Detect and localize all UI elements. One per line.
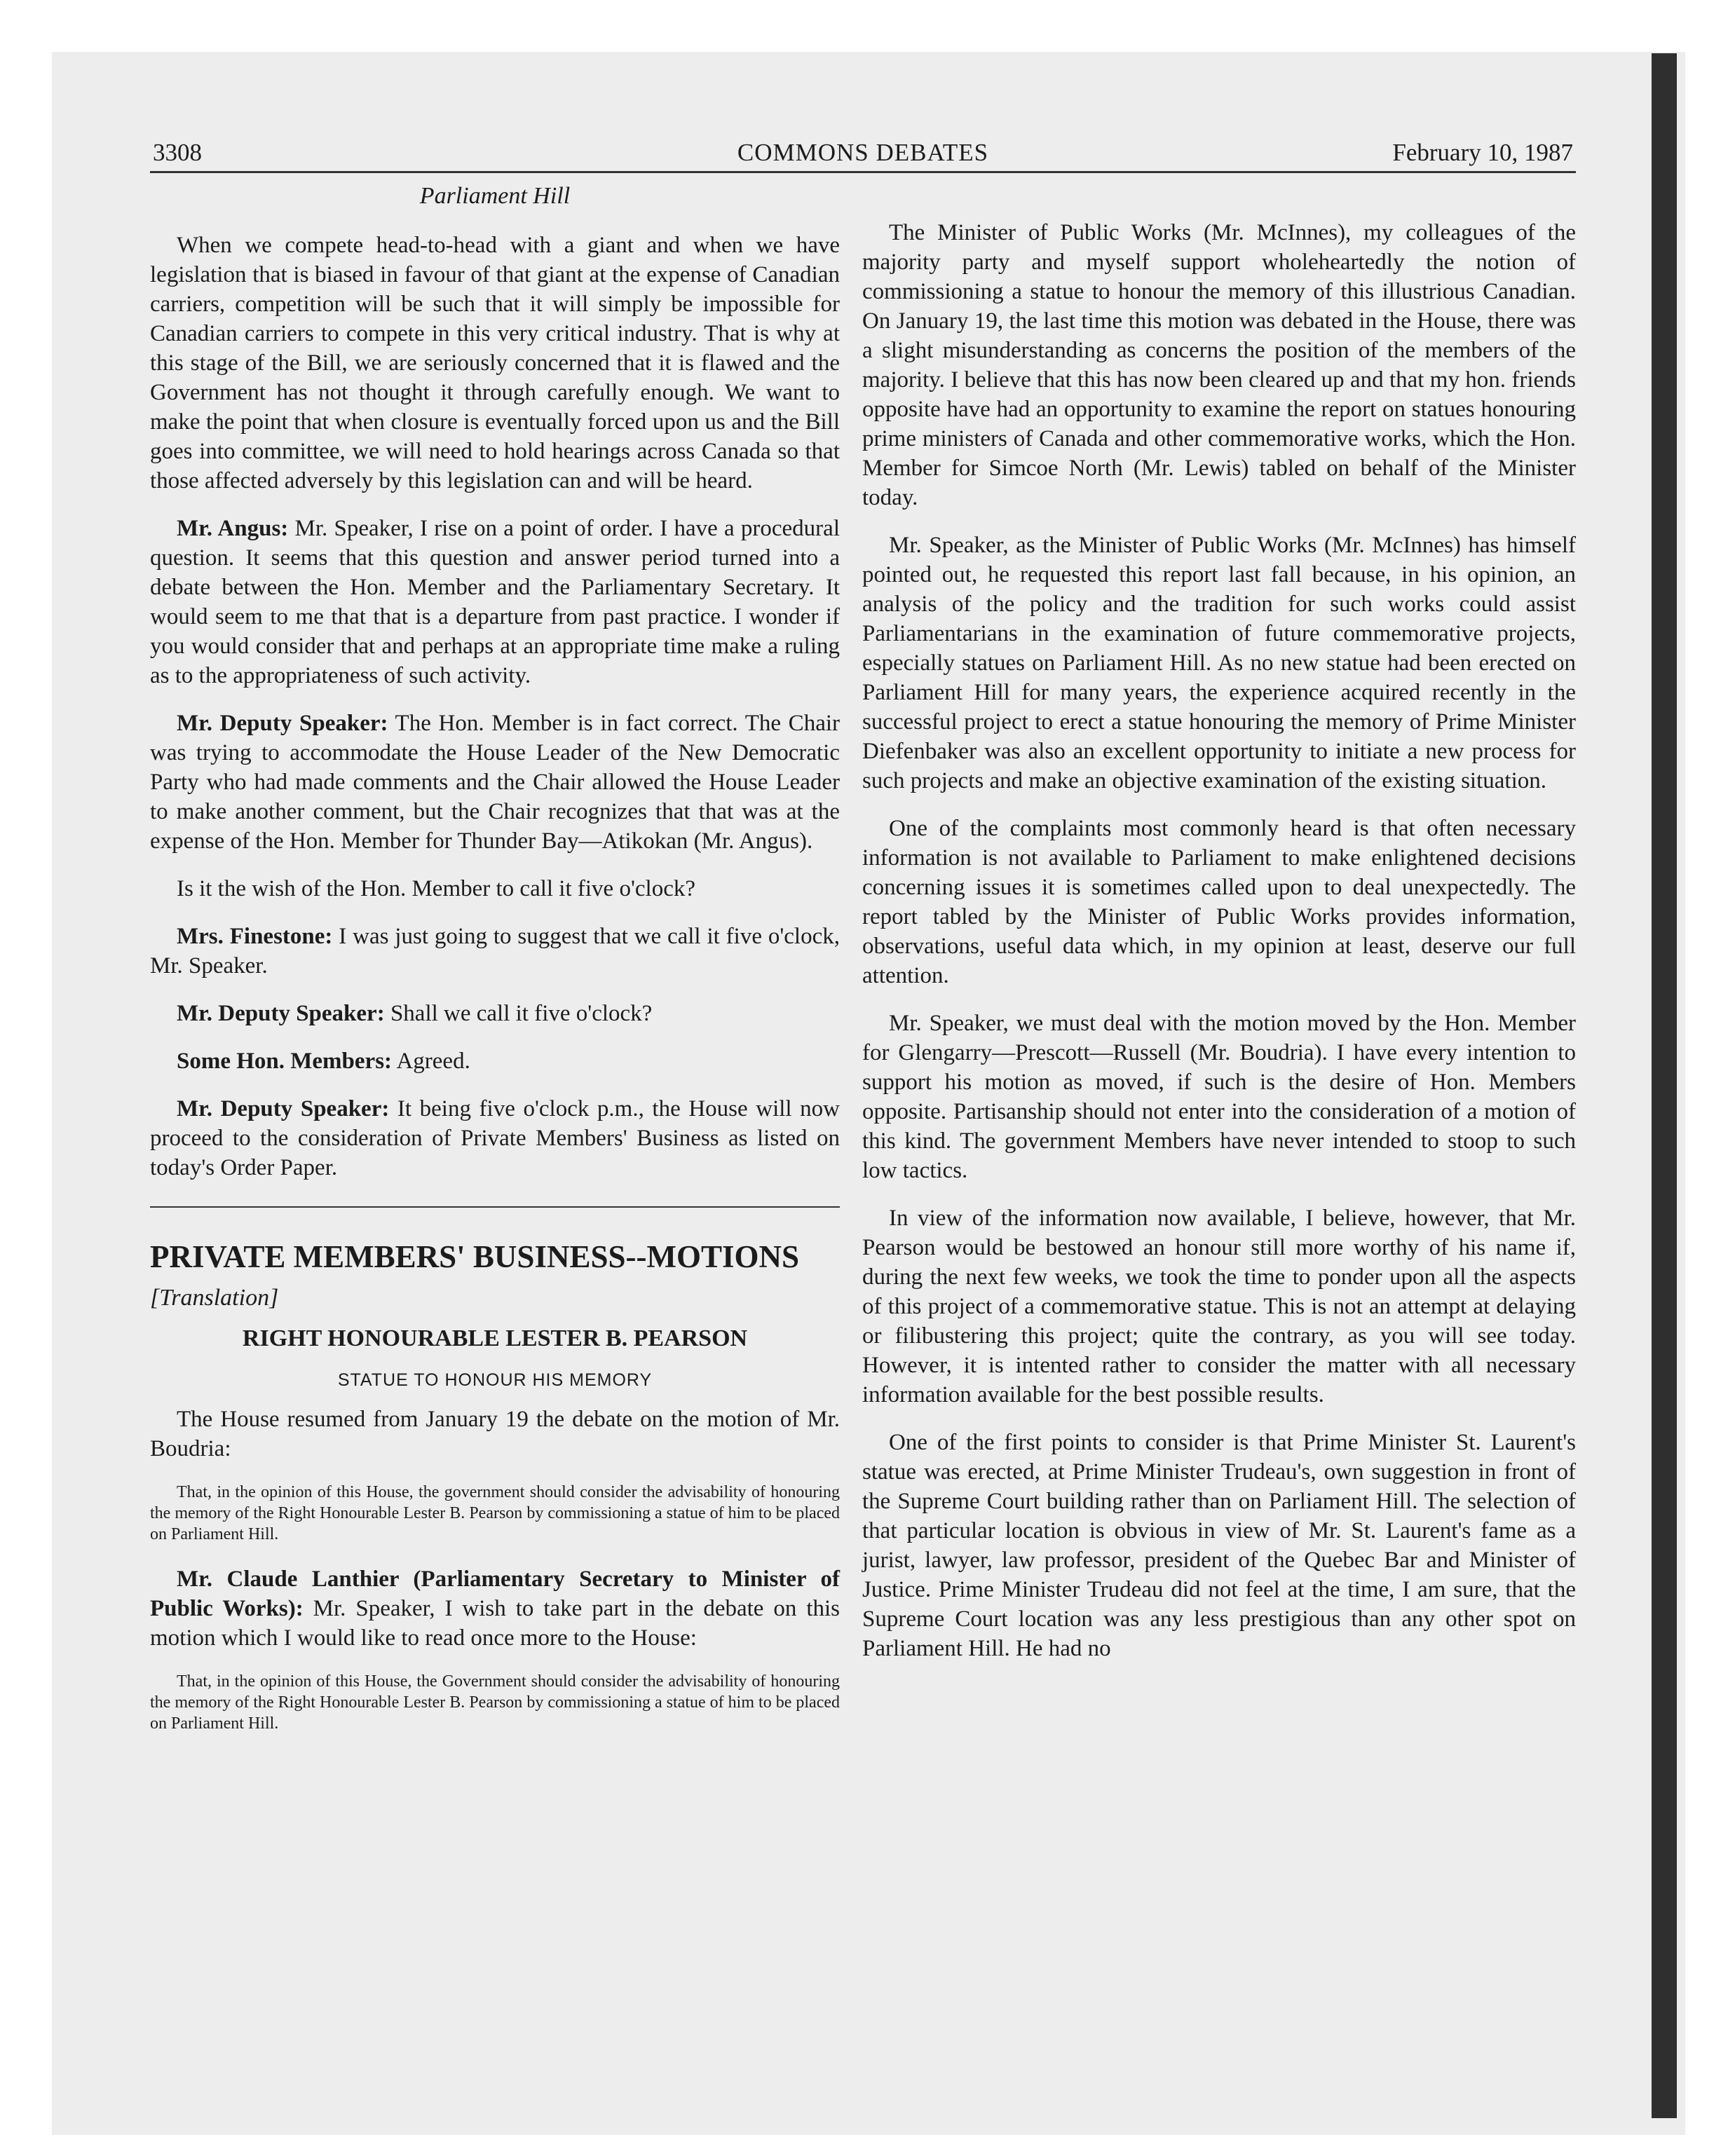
speech-paragraph — [150, 1564, 840, 1653]
paragraph: When we compete head-to-head with a giant and when we have legislation that is biased in favour of that giant at the expense of Canadian carriers, competition will be such that it will simply be impossible for Canadian carriers to compete in this very critical industry. That is why at this stage of the Bill, we are seriously concerned that it is flawed and the Government has not thought it through carefully enough. We want to make the point that when closure is eventually forced upon us and the Bill goes into committee, we will need to hold hearings across Canada so that those affected adversely by this legislation can and will be heard. — [150, 233, 840, 493]
left-column — [150, 173, 840, 1754]
paragraph: In view of the information now available, I believe, however, that Mr. Pearson would be bestowed an honour still more worthy of his name if, during the next few weeks, we took the time to ponder upon all the aspects of this project of a commemorative statue. This is not an attempt at delaying or filibustering this project; quite the contrary, as you will see today. However, it is intented rather to consider the matter with all necessary information available for the best possible results. — [862, 1206, 1576, 1407]
speaker-name: Some Hon. Members: — [177, 1049, 393, 1074]
speech-paragraph — [150, 1094, 840, 1182]
running-header — [150, 135, 1576, 173]
speech-text: I was just going to suggest that we call it five o'clock, Mr. Speaker. — [150, 924, 840, 978]
speech-paragraph — [150, 709, 840, 856]
speech-text: The Hon. Member is in fact correct. The Chair was trying to accommodate the House Leader of the New Democratic Party who had made comments and the Chair allowed the House Leader to make another comment, but the Chair recognizes that that was at the expense of the Hon. Member for Thunder Bay—Atikokan (Mr. Angus). — [150, 711, 840, 854]
paragraph: The Minister of Public Works (Mr. McInnes), my colleagues of the majority party and myself support wholeheartedly the notion of commissioning a statue to honour the memory of this illustrious Canadian. On January 19, the last time this motion was debated in the House, there was a slight misunderstanding as concerns the position of the members of the majority. I believe that this has now been cleared up and that my hon. friends opposite have had an opportunity to examine the report on statues honouring prime ministers of Canada and other commemorative works, which the Hon. Member for Simcoe North (Mr. Lewis) tabled on behalf of the Minister today. — [862, 220, 1576, 510]
paragraph: The House resumed from January 19 the debate on the motion of Mr. Boudria: — [150, 1407, 840, 1461]
paragraph: Mr. Speaker, as the Minister of Public Works (Mr. McInnes) has himself pointed out, he requested this report last fall because, in his opinion, an analysis of the policy and the tradition for such works could assist Parliamentarians in the examination of future commemorative projects, especially statues on Parliament Hill. As no new statue had been erected on Parliament Hill for many years, the experience acquired recently in the successful project to erect a statue honouring the memory of Prime Minister Diefenbaker was also an excellent opportunity to initiate a new process for such projects and make an objective examination of the existing situation. — [862, 533, 1576, 793]
paragraph: One of the complaints most commonly heard is that often necessary information is not available to Parliament to make enlightened decisions concerning issues it is sometimes called upon to deal unexpectedly. The report tabled by the Minister of Public Works provides information, observations, useful data which, in my opinion at least, deserve our full attention. — [862, 816, 1576, 988]
speech-text: It being five o'clock p.m., the House will now proceed to the consideration of Private Members' Business as listed on today's Order Paper. — [150, 1096, 840, 1180]
speaker-name: Mr. Deputy Speaker: — [177, 1001, 385, 1026]
speaker-name: Mr. Deputy Speaker: — [177, 1096, 390, 1121]
paragraph: One of the first points to consider is that Prime Minister St. Laurent's statue was erected, at Prime Minister Trudeau's, own suggestion in front of the Supreme Court building rather than on Parliament Hill. The selection of that particular location is obvious in view of Mr. St. Laurent's fame as a jurist, lawyer, law professor, president of the Quebec Bar and Minister of Justice. Prime Minister Trudeau did not feel at the time, I am sure, that the Supreme Court location was any less prestigious than any other spot on Parliament Hill. He had no — [862, 1430, 1576, 1661]
publication-title: COMMONS DEBATES — [737, 139, 989, 166]
topic-slug: Parliament Hill — [419, 183, 571, 209]
right-column — [862, 173, 1576, 1681]
scan-edge-shadow — [1652, 53, 1677, 2118]
speaker-name: Mrs. Finestone: — [177, 924, 333, 949]
speech-text: Mr. Speaker, I rise on a point of order. I have a procedural question. It seems that this question and answer period turned into a debate between the Hon. Member and the Parliamentary Secretary. It would seem to me that that is a departure from past practice. I wonder if you would consider that and perhaps at an appropriate time make a ruling as to the appropriateness of such activity. — [150, 516, 840, 688]
motion-quote: That, in the opinion of this House, the government should consider the advisability of honouring the memory of the Right Honourable Lester B. Pearson by commissioning a statue of him to be placed on Parliament Hill. — [150, 1483, 840, 1543]
speaker-name: Mr. Claude Lanthier (Parliamentary Secretary to Minister of Public Works): — [150, 1567, 840, 1621]
speech-paragraph — [150, 922, 840, 981]
paragraph: Mr. Speaker, we must deal with the motion moved by the Hon. Member for Glengarry—Prescott—Russell (Mr. Boudria). I have every intention to support his motion as moved, if such is the desire of Hon. Members opposite. Partisanship should not enter into the consideration of a motion of this kind. The government Members have never intended to stoop to such low tactics. — [862, 1011, 1576, 1183]
speech-text: Shall we call it five o'clock? — [384, 1001, 653, 1026]
item-subheading: STATUE TO HONOUR HIS MEMORY — [337, 1370, 653, 1390]
speech-paragraph — [150, 999, 840, 1028]
issue-date: February 10, 1987 — [1392, 139, 1573, 166]
item-heading: RIGHT HONOURABLE LESTER B. PEARSON — [242, 1325, 748, 1351]
page-content — [150, 135, 1576, 1733]
speech-paragraph — [150, 1046, 840, 1076]
speech-paragraph — [150, 514, 840, 690]
motion-quote: That, in the opinion of this House, the Government should consider the advisability of honouring the memory of the Right Honourable Lester B. Pearson by commissioning a statue of him to be placed on Parliament Hill. — [150, 1672, 840, 1733]
page-number: 3308 — [153, 139, 202, 166]
column-top-spacer — [862, 173, 1576, 218]
section-heading: PRIVATE MEMBERS' BUSINESS--MOTIONS — [150, 1239, 800, 1274]
speech-text: Agreed. — [392, 1049, 470, 1074]
speaker-name: Mr. Angus: — [177, 516, 289, 541]
paragraph: Is it the wish of the Hon. Member to call it five o'clock? — [177, 876, 696, 901]
speech-text: Mr. Speaker, I wish to take part in the debate on this motion which I would like to read once more to the House: — [150, 1596, 840, 1651]
section-divider — [150, 1206, 840, 1208]
speaker-name: Mr. Deputy Speaker: — [177, 711, 388, 736]
translation-note: [Translation] — [150, 1285, 279, 1311]
